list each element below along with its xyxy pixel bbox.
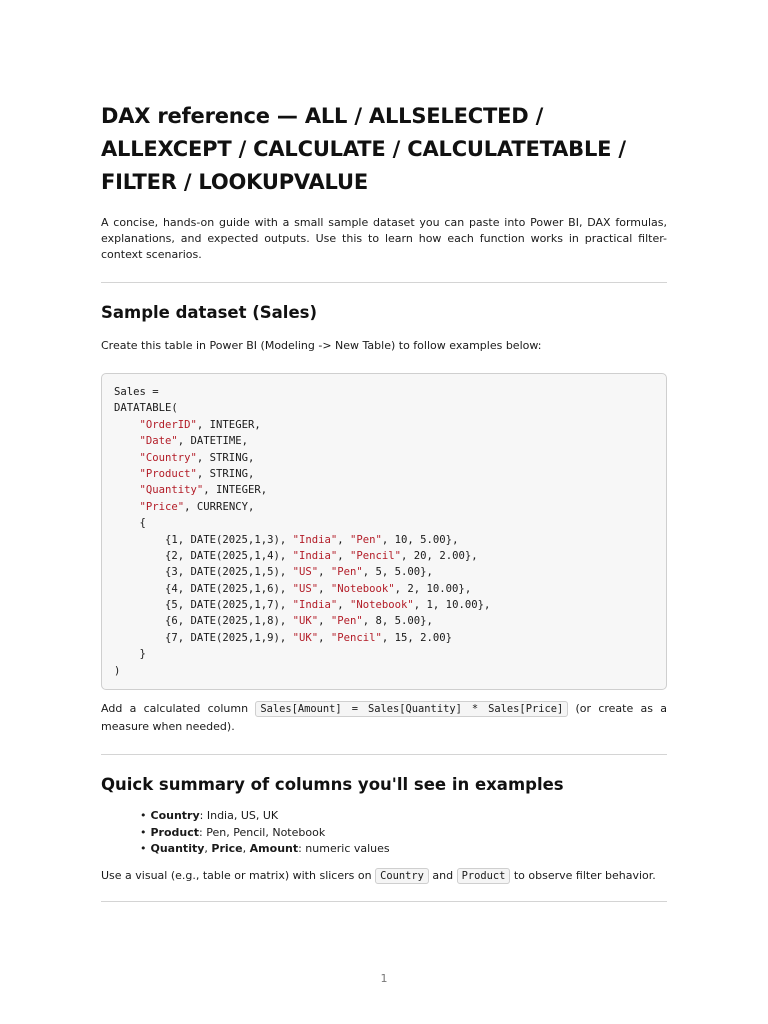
product-label: Product <box>150 825 200 839</box>
intro-paragraph: A concise, hands-on guide with a small sample dataset you can paste into Power BI, DAX formulas, explanations, and expected outputs. Use this to learn how each function works in practical filter-context scenarios. <box>101 216 667 261</box>
code-text: , <box>318 615 331 628</box>
code-text <box>114 435 140 447</box>
code-text: , STRING, <box>196 467 255 480</box>
code-text: , INTEGER, <box>196 418 261 431</box>
code-text: {3, DATE(2025,1,5), <box>114 566 293 579</box>
code-line <box>114 515 654 531</box>
code-line <box>114 564 654 580</box>
list-item <box>140 841 667 858</box>
code-text: , STRING, <box>196 451 255 464</box>
string-literal: "Pencil" <box>350 549 402 562</box>
amount-label: Amount <box>249 842 299 856</box>
code-text: , INTEGER, <box>203 484 268 497</box>
code-text: Sales = <box>114 386 159 398</box>
amount-prefix: Add a calculated column <box>101 702 256 716</box>
visual-paragraph <box>101 868 667 884</box>
code-text: {4, DATE(2025,1,6), <box>114 582 293 595</box>
code-text: {6, DATE(2025,1,8), <box>114 615 293 628</box>
code-line <box>114 433 654 449</box>
price-label: Price <box>211 842 243 856</box>
code-text: , 8, 5.00}, <box>362 615 433 628</box>
code-line <box>114 613 654 629</box>
code-text: {2, DATE(2025,1,4), <box>114 549 293 562</box>
code-line <box>114 630 654 646</box>
quantity-label: Quantity <box>150 842 205 856</box>
amount-formula-code: Sales[Amount] = Sales[Quantity] * Sales[Price] <box>255 701 568 717</box>
country-label: Country <box>150 809 200 823</box>
code-text: ) <box>114 664 121 677</box>
document-page <box>101 100 667 902</box>
string-literal: "Quantity" <box>139 484 204 497</box>
code-text: , 10, 5.00}, <box>381 533 459 546</box>
code-line <box>114 646 654 662</box>
bullet-icon: • <box>140 842 147 856</box>
code-text: , <box>318 582 331 595</box>
string-literal: "OrderID" <box>139 418 197 431</box>
code-line <box>114 597 654 613</box>
code-text: , 20, 2.00}, <box>401 549 478 562</box>
code-line <box>114 384 654 400</box>
string-literal: "Notebook" <box>350 599 414 612</box>
string-literal: "Country" <box>139 451 197 464</box>
dataset-heading: Sample dataset (Sales) <box>101 303 317 322</box>
code-text: DATATABLE( <box>114 402 178 415</box>
comma: , <box>204 842 212 856</box>
string-literal: "Pen" <box>330 615 363 628</box>
code-line <box>114 482 654 498</box>
summary-heading: Quick summary of columns you'll see in examples <box>101 775 564 795</box>
code-text: , CURRENCY, <box>184 500 255 513</box>
section-divider <box>101 901 667 902</box>
code-text: , <box>318 566 331 579</box>
string-literal: "Notebook" <box>330 582 395 595</box>
code-line <box>114 400 654 416</box>
list-item <box>140 825 667 842</box>
code-text: , DATETIME, <box>177 435 248 448</box>
string-literal: "Pen" <box>330 566 363 579</box>
amount-paragraph <box>101 700 667 735</box>
string-literal: "Date" <box>139 435 178 448</box>
amount-suffix: (or create as a measure when needed). <box>101 702 667 734</box>
string-literal: "Pencil" <box>330 631 382 644</box>
product-values: : Pen, Pencil, Notebook <box>199 825 326 839</box>
string-literal: "Product" <box>139 467 197 480</box>
string-literal: "India" <box>292 599 338 612</box>
code-line <box>114 663 654 679</box>
code-text: } <box>114 648 146 661</box>
code-text <box>114 452 140 464</box>
section-divider <box>101 754 667 755</box>
code-text: {1, DATE(2025,1,3), <box>114 533 293 546</box>
code-text <box>114 419 140 431</box>
product-code: Product <box>457 868 511 884</box>
code-text: , 5, 5.00}, <box>362 566 433 579</box>
code-line <box>114 581 654 597</box>
numeric-values: : numeric values <box>298 842 390 856</box>
country-code: Country <box>375 868 429 884</box>
bullet-icon: • <box>140 809 147 823</box>
section-divider <box>101 282 667 283</box>
code-text: {7, DATE(2025,1,9), <box>114 631 293 644</box>
code-text: , 2, 10.00}, <box>394 582 472 595</box>
code-line <box>114 466 654 482</box>
page-title: DAX reference — ALL / ALLSELECTED / ALLEXCEPT / CALCULATE / CALCULATETABLE / FILTER / LOOKUPVALUE <box>101 104 626 194</box>
summary-list <box>101 808 667 858</box>
comma: , <box>242 842 250 856</box>
string-literal: "Pen" <box>350 533 382 546</box>
code-text: , 1, 10.00}, <box>413 599 491 612</box>
dataset-code-block <box>101 373 667 690</box>
string-literal: "India" <box>292 533 338 546</box>
string-literal: "India" <box>292 549 338 562</box>
code-text: , <box>337 549 351 562</box>
string-literal: "US" <box>292 566 319 579</box>
code-line <box>114 417 654 433</box>
code-line <box>114 548 654 564</box>
page-number: 1 <box>380 972 388 985</box>
code-text <box>114 484 140 496</box>
code-text: , <box>337 533 351 546</box>
visual-prefix: Use a visual (e.g., table or matrix) with slicers on <box>101 868 376 882</box>
code-line <box>114 450 654 466</box>
code-line <box>114 499 654 515</box>
code-text <box>114 468 140 480</box>
code-text <box>114 501 140 513</box>
code-text: , 15, 2.00} <box>381 631 453 644</box>
code-text: { <box>114 517 146 530</box>
code-text: {5, DATE(2025,1,7), <box>114 599 293 612</box>
string-literal: "US" <box>292 582 319 595</box>
bullet-icon: • <box>140 825 147 839</box>
list-item <box>140 808 667 825</box>
string-literal: "Price" <box>139 500 185 513</box>
code-text: , <box>318 631 331 644</box>
code-text: , <box>337 599 351 612</box>
visual-suffix: to observe filter behavior. <box>510 868 656 882</box>
string-literal: "UK" <box>292 631 319 644</box>
visual-and: and <box>428 868 457 882</box>
country-values: : India, US, UK <box>199 809 279 823</box>
string-literal: "UK" <box>292 615 319 628</box>
dataset-instruction: Create this table in Power BI (Modeling -> New Table) to follow examples below: <box>101 339 542 352</box>
code-line <box>114 532 654 548</box>
